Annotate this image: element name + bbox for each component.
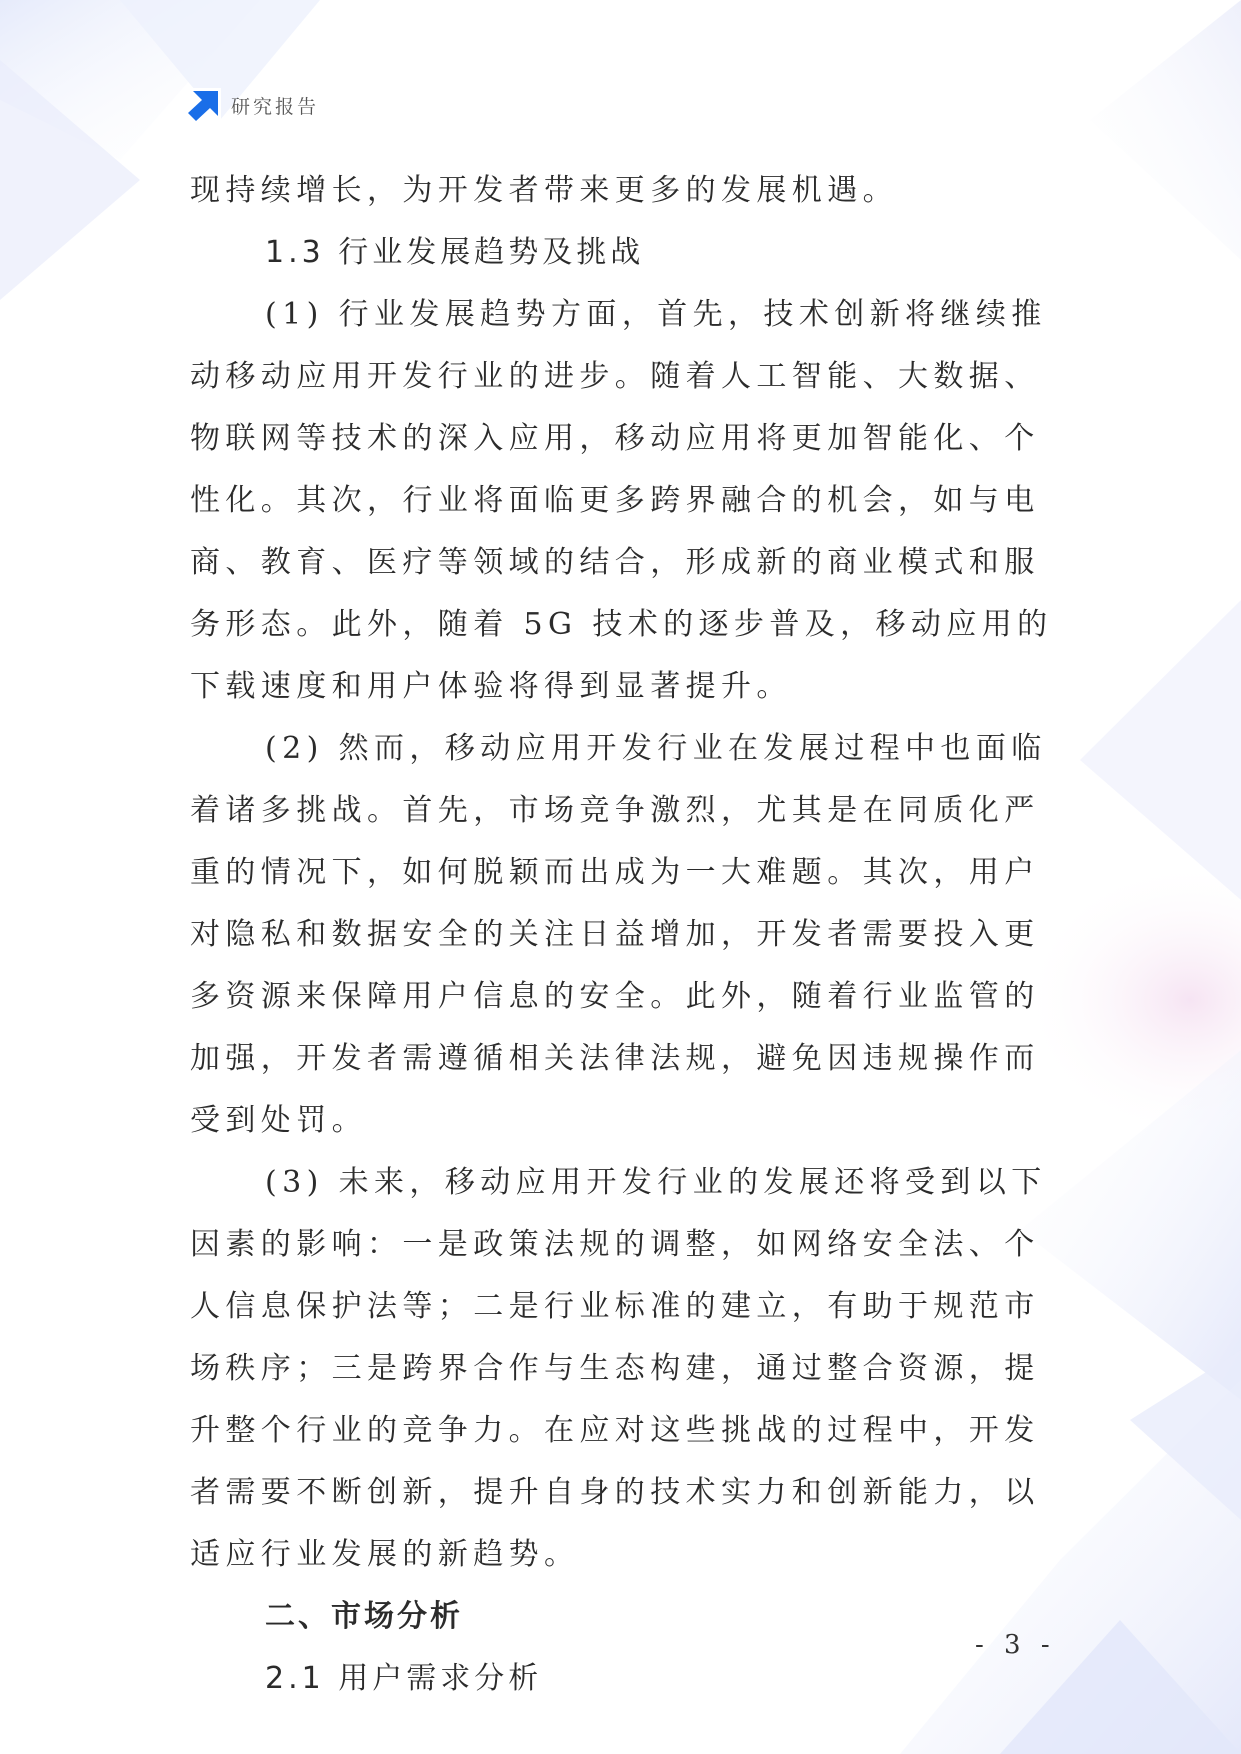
paragraph-trends: (1) 行业发展趋势方面，首先，技术创新将继续推动移动应用开发行业的进步。随着人工智能、大数据、物联网等技术的深入应用，移动应用将更加智能化、个性化。其次，行业将面临更多跨界融合的机会，如与电商、教育、医疗等领域的结合，形成新的商业模式和服务形态。此外，随着 5G 技术的逐步普及，移动应用的下载速度和用户体验将得到显著提升。 — [190, 297, 1053, 704]
document-body — [190, 160, 1065, 1710]
page-number: - 3 - — [975, 1630, 1056, 1660]
report-header-title: 研究报告 — [231, 95, 320, 118]
paragraph-challenges: (2) 然而，移动应用开发行业在发展过程中也面临着诸多挑战。首先，市场竞争激烈，尤其是在同质化严重的情况下，如何脱颖而出成为一大难题。其次，用户对隐私和数据安全的关注日益增加，开发者需要投入更多资源来保障用户信息的安全。此外，随着行业监管的加强，开发者需遵循相关法律法规，避免因违规操作而受到处罚。 — [190, 731, 1047, 1138]
report-header — [187, 88, 319, 122]
chapter-heading-market-analysis: 二、市场分析 — [265, 1599, 463, 1634]
paragraph-future-factors: (3) 未来，移动应用开发行业的发展还将受到以下因素的影响：一是政策法规的调整，如网络安全法、个人信息保护法等；二是行业标准的建立，有助于规范市场秩序；三是跨界合作与生态构建，通过整合资源，提升整个行业的竞争力。在应对这些挑战的过程中，开发者需要不断创新，提升自身的技术实力和创新能力，以适应行业发展的新趋势。 — [190, 1165, 1047, 1572]
section-heading-1-3: 1.3 行业发展趋势及挑战 — [265, 235, 645, 270]
diagonal-arrow-logo-icon — [187, 88, 221, 122]
section-heading-2-1: 2.1 用户需求分析 — [265, 1661, 543, 1696]
paragraph-continued: 现持续增长，为开发者带来更多的发展机遇。 — [190, 173, 898, 208]
